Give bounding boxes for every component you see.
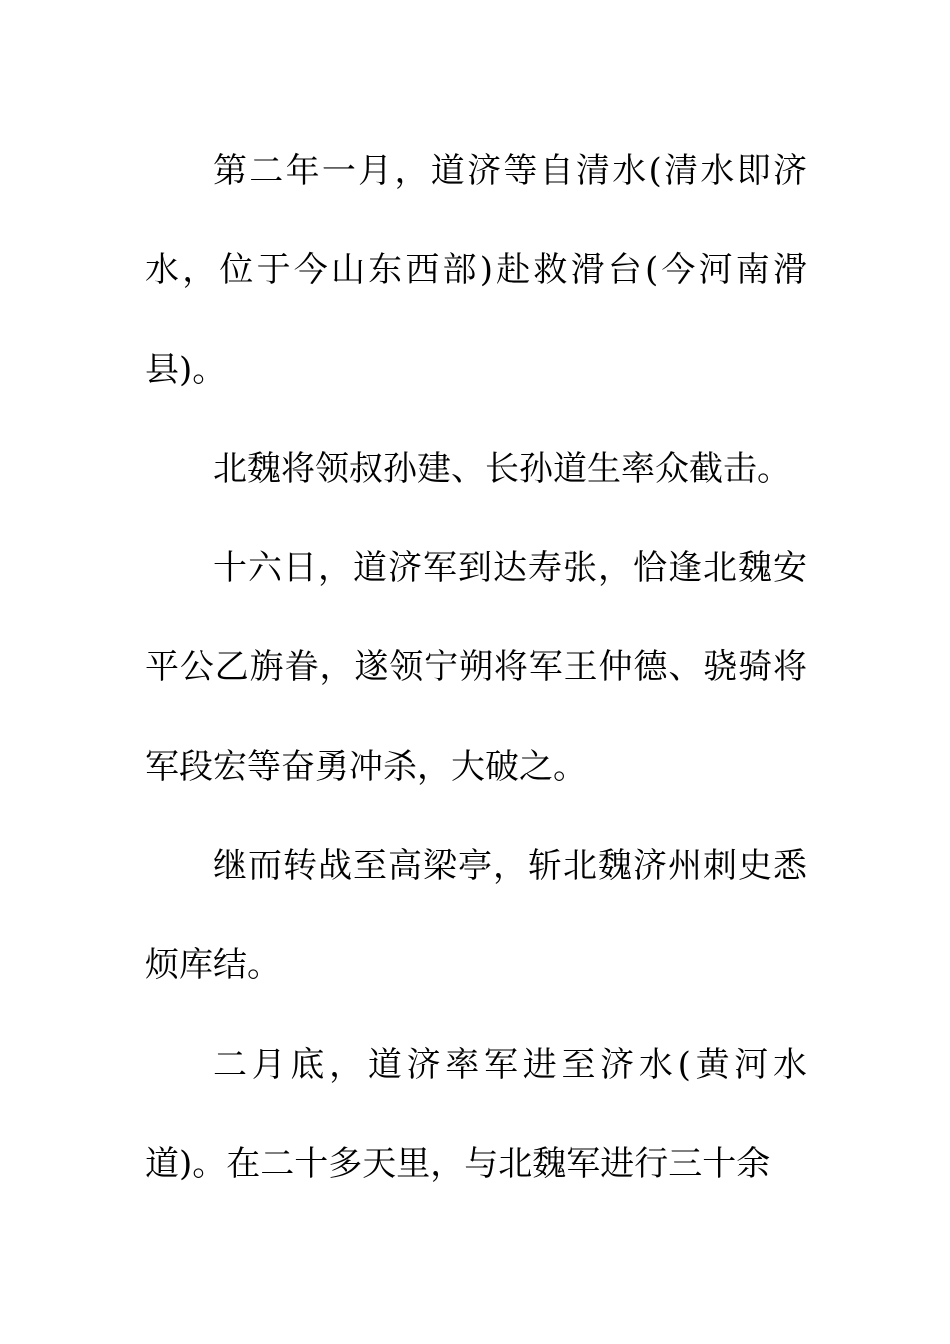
paragraph-5: 二月底，道济率军进至济水(黄河水道)。在二十多天里，与北魏军进行三十余 [145,1044,807,1184]
paragraph-3: 十六日，道济军到达寿张，恰逢北魏安平公乙旃眷，遂领宁朔将军王仲德、骁骑将军段宏等奋勇冲杀，大破之。 [145,548,807,787]
paragraph-1: 第二年一月，道济等自清水(清水即济水，位于今山东西部)赴救滑台(今河南滑县)。 [145,151,807,390]
paragraph-2: 北魏将领叔孙建、长孙道生率众截击。 [213,448,791,489]
paragraph-4: 继而转战至高梁亭，斩北魏济州刺史悉烦库结。 [145,846,807,986]
document-body [145,122,807,1214]
